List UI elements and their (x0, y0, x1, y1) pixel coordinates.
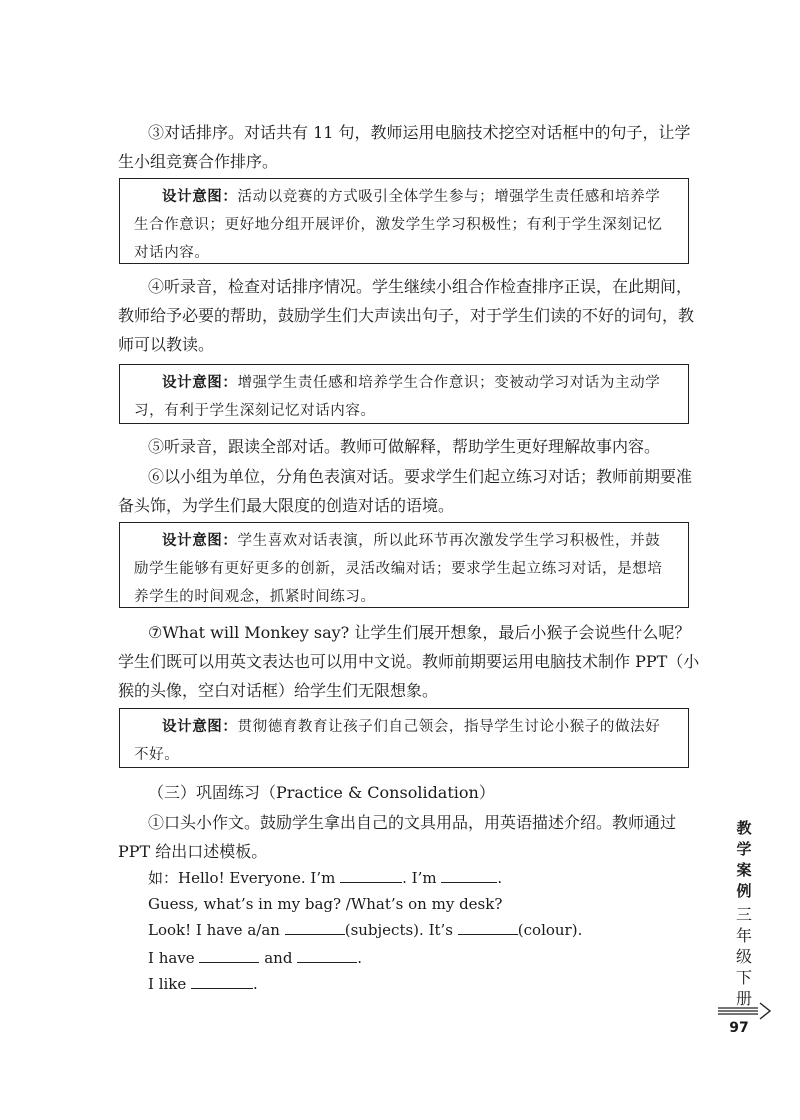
paragraph-step-3: ③对话排序。对话共有 11 句，教师运用电脑技术挖空对话框中的句子，让学生小组竞赛合作排序。 (118, 123, 691, 171)
design-intent-box-2 (119, 364, 689, 424)
design-intent-box-4 (119, 708, 689, 768)
paragraph-step-7: ⑦What will Monkey say? 让学生们展开想象，最后小猴子会说些什么呢？学生们既可以用英文表达也可以用中文说。教师前期要运用电脑技术制作 PPT（小猴的头像，空白对话框）给学生们无限想象。 (118, 623, 700, 700)
example-line-4: I have and . (148, 949, 362, 967)
paragraph-step-4: ④听录音，检查对话排序情况。学生继续小组合作检查排序正误，在此期间，教师给予必要的帮助，鼓励学生们大声读出句子，对于学生们读的不好的词句，教师可以教读。 (118, 277, 695, 354)
design-intent-label: 设计意图： (162, 719, 238, 735)
design-intent-label: 设计意图： (162, 189, 238, 205)
design-intent-box-1 (119, 178, 689, 264)
blank-line (191, 974, 253, 989)
side-title-grade: 三 年 级 下 册 (735, 905, 752, 1008)
example-line-5: I like . (148, 975, 258, 993)
example-line-1: 如：Hello! Everyone. I’m . I’m . (148, 869, 503, 887)
blank-line (199, 948, 259, 963)
paragraph-step-oral-composition: ①口头小作文。鼓励学生拿出自己的文具用品，用英语描述介绍。教师通过 PPT 给出口述模板。 (118, 813, 677, 861)
design-intent-label: 设计意图： (162, 533, 238, 549)
design-intent-box-3 (119, 522, 689, 608)
side-title-teaching-cases: 教 学 案 例 (736, 819, 752, 900)
blank-line (441, 868, 497, 883)
paragraph-step-6: ⑥以小组为单位，分角色表演对话。要求学生们起立练习对话；教师前期要准备头饰，为学生们最大限度的创造对话的语境。 (118, 467, 693, 515)
section-heading-practice: （三）巩固练习（Practice & Consolidation） (148, 783, 495, 802)
design-intent-text: 学生喜欢对话表演，所以此环节再次激发学生学习积极性，并鼓励学生能够有更好更多的创新，灵活改编对话；要求学生起立练习对话，是想培养学生的时间观念，抓紧时间练习。 (134, 533, 663, 605)
example-line-2: Guess, what’s in my bag? /What’s on my desk? (148, 895, 503, 913)
blank-line (340, 868, 402, 883)
design-intent-text: 活动以竞赛的方式吸引全体学生参与；增强学生责任感和培养学生合作意识；更好地分组开展评价，激发学生学习积极性；有利于学生深刻记忆对话内容。 (134, 189, 663, 261)
blank-line (297, 948, 357, 963)
design-intent-text: 增强学生责任感和培养学生合作意识；变被动学习对话为主动学习，有利于学生深刻记忆对话内容。 (134, 375, 661, 419)
paragraph-step-5: ⑤听录音，跟读全部对话。教师可做解释，帮助学生更好理解故事内容。 (148, 437, 661, 456)
blank-line (285, 920, 345, 935)
design-intent-label: 设计意图： (162, 375, 238, 391)
example-line-3: Look! I have a/an (subjects). It’s (colour). (148, 921, 583, 939)
blank-line (458, 920, 518, 935)
design-intent-text: 贯彻德育教育让孩子们自己领会，指导学生讨论小猴子的做法好不好。 (134, 719, 661, 763)
page-number: 97 (729, 1020, 749, 1036)
